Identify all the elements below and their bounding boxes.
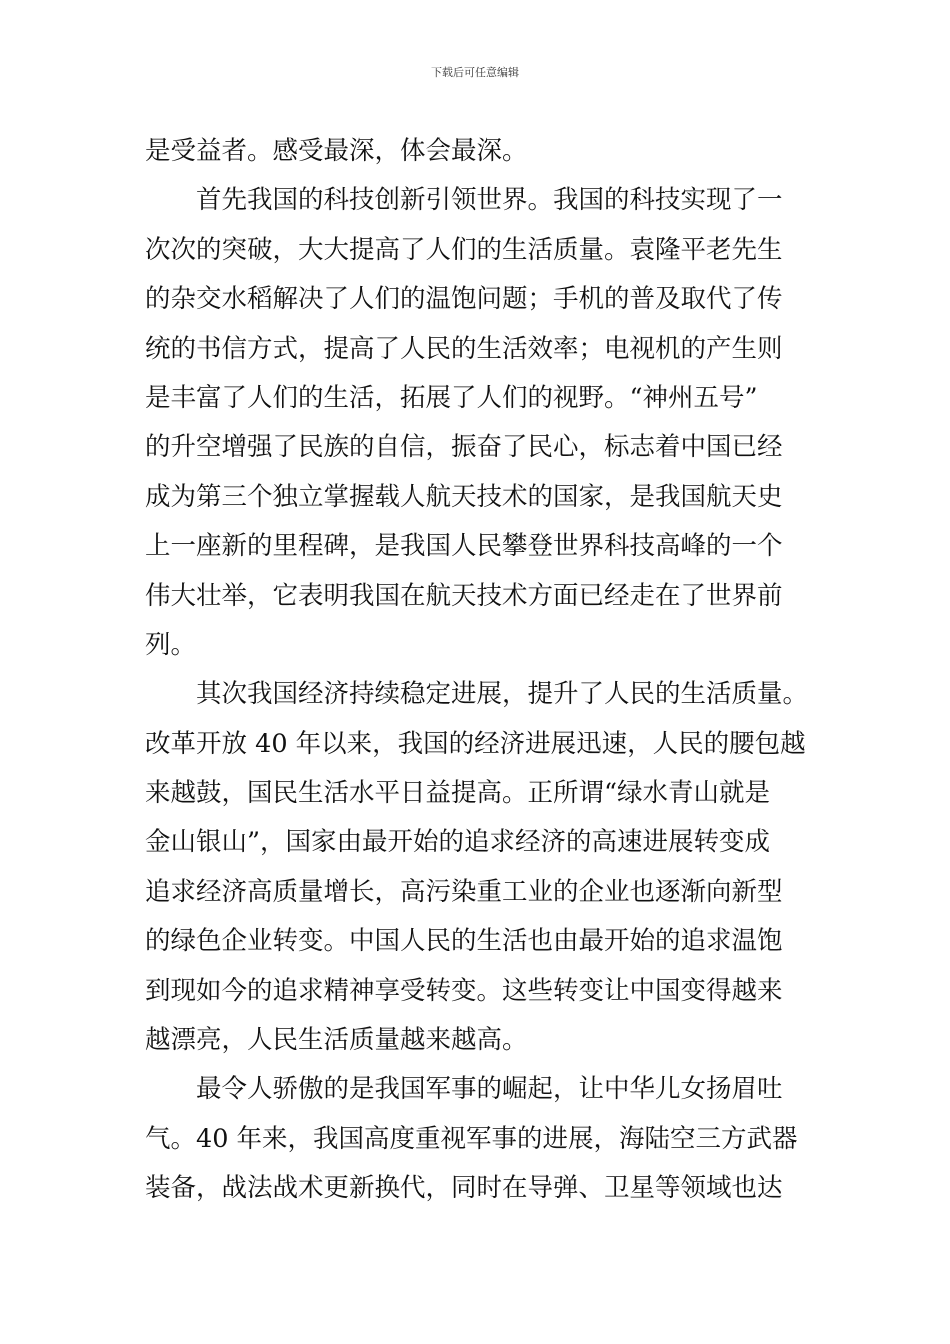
document-body [145,127,815,1214]
text-line: 装备，战法战术更新换代，同时在导弹、卫星等领域也达 [145,1173,783,1204]
text-line: 改革开放 40 年以来，我国的经济进展迅速，人民的腰包越 [145,728,806,759]
text-line: 成为第三个独立掌握载人航天技术的国家，是我国航天史 [145,481,783,512]
text-line: 上一座新的里程碑，是我国人民攀登世界科技高峰的一个 [145,531,783,562]
page-header: 下载后可任意编辑 [431,66,519,79]
text-line: 的升空增强了民族的自信，振奋了民心，标志着中国已经 [145,432,783,463]
text-line: 其次我国经济持续稳定进展，提升了人民的生活质量。 [196,679,809,710]
text-line: 气。40 年来，我国高度重视军事的进展，海陆空三方武器 [145,1123,798,1154]
text-line: 到现如今的追求精神享受转变。这些转变让中国变得越来 [145,975,783,1006]
text-line: 追求经济高质量增长，高污染重工业的企业也逐渐向新型 [145,876,783,907]
text-line: 伟大壮举，它表明我国在航天技术方面已经走在了世界前 [145,580,783,611]
text-line: 次次的突破，大大提高了人们的生活质量。袁隆平老先生 [145,234,783,265]
text-line: 最令人骄傲的是我国军事的崛起，让中华儿女扬眉吐 [196,1074,783,1105]
text-line: 是丰富了人们的生活，拓展了人们的视野。“神州五号” [145,382,758,413]
text-line: 的绿色企业转变。中国人民的生活也由最开始的追求温饱 [145,926,783,957]
text-line: 列。 [145,629,197,660]
text-line: 的杂交水稻解决了人们的温饱问题；手机的普及取代了传 [145,284,783,315]
text-line: 统的书信方式，提高了人民的生活效率；电视机的产生则 [145,333,783,364]
text-line: 来越鼓，国民生活水平日益提高。正所谓“绿水青山就是 [145,778,771,809]
text-line: 首先我国的科技创新引领世界。我国的科技实现了一 [196,185,783,216]
text-line: 金山银山”，国家由最开始的追求经济的高速进展转变成 [145,827,771,858]
text-line: 越漂亮，人民生活质量越来越高。 [145,1025,528,1056]
text-line: 是受益者。感受最深，体会最深。 [145,136,528,166]
